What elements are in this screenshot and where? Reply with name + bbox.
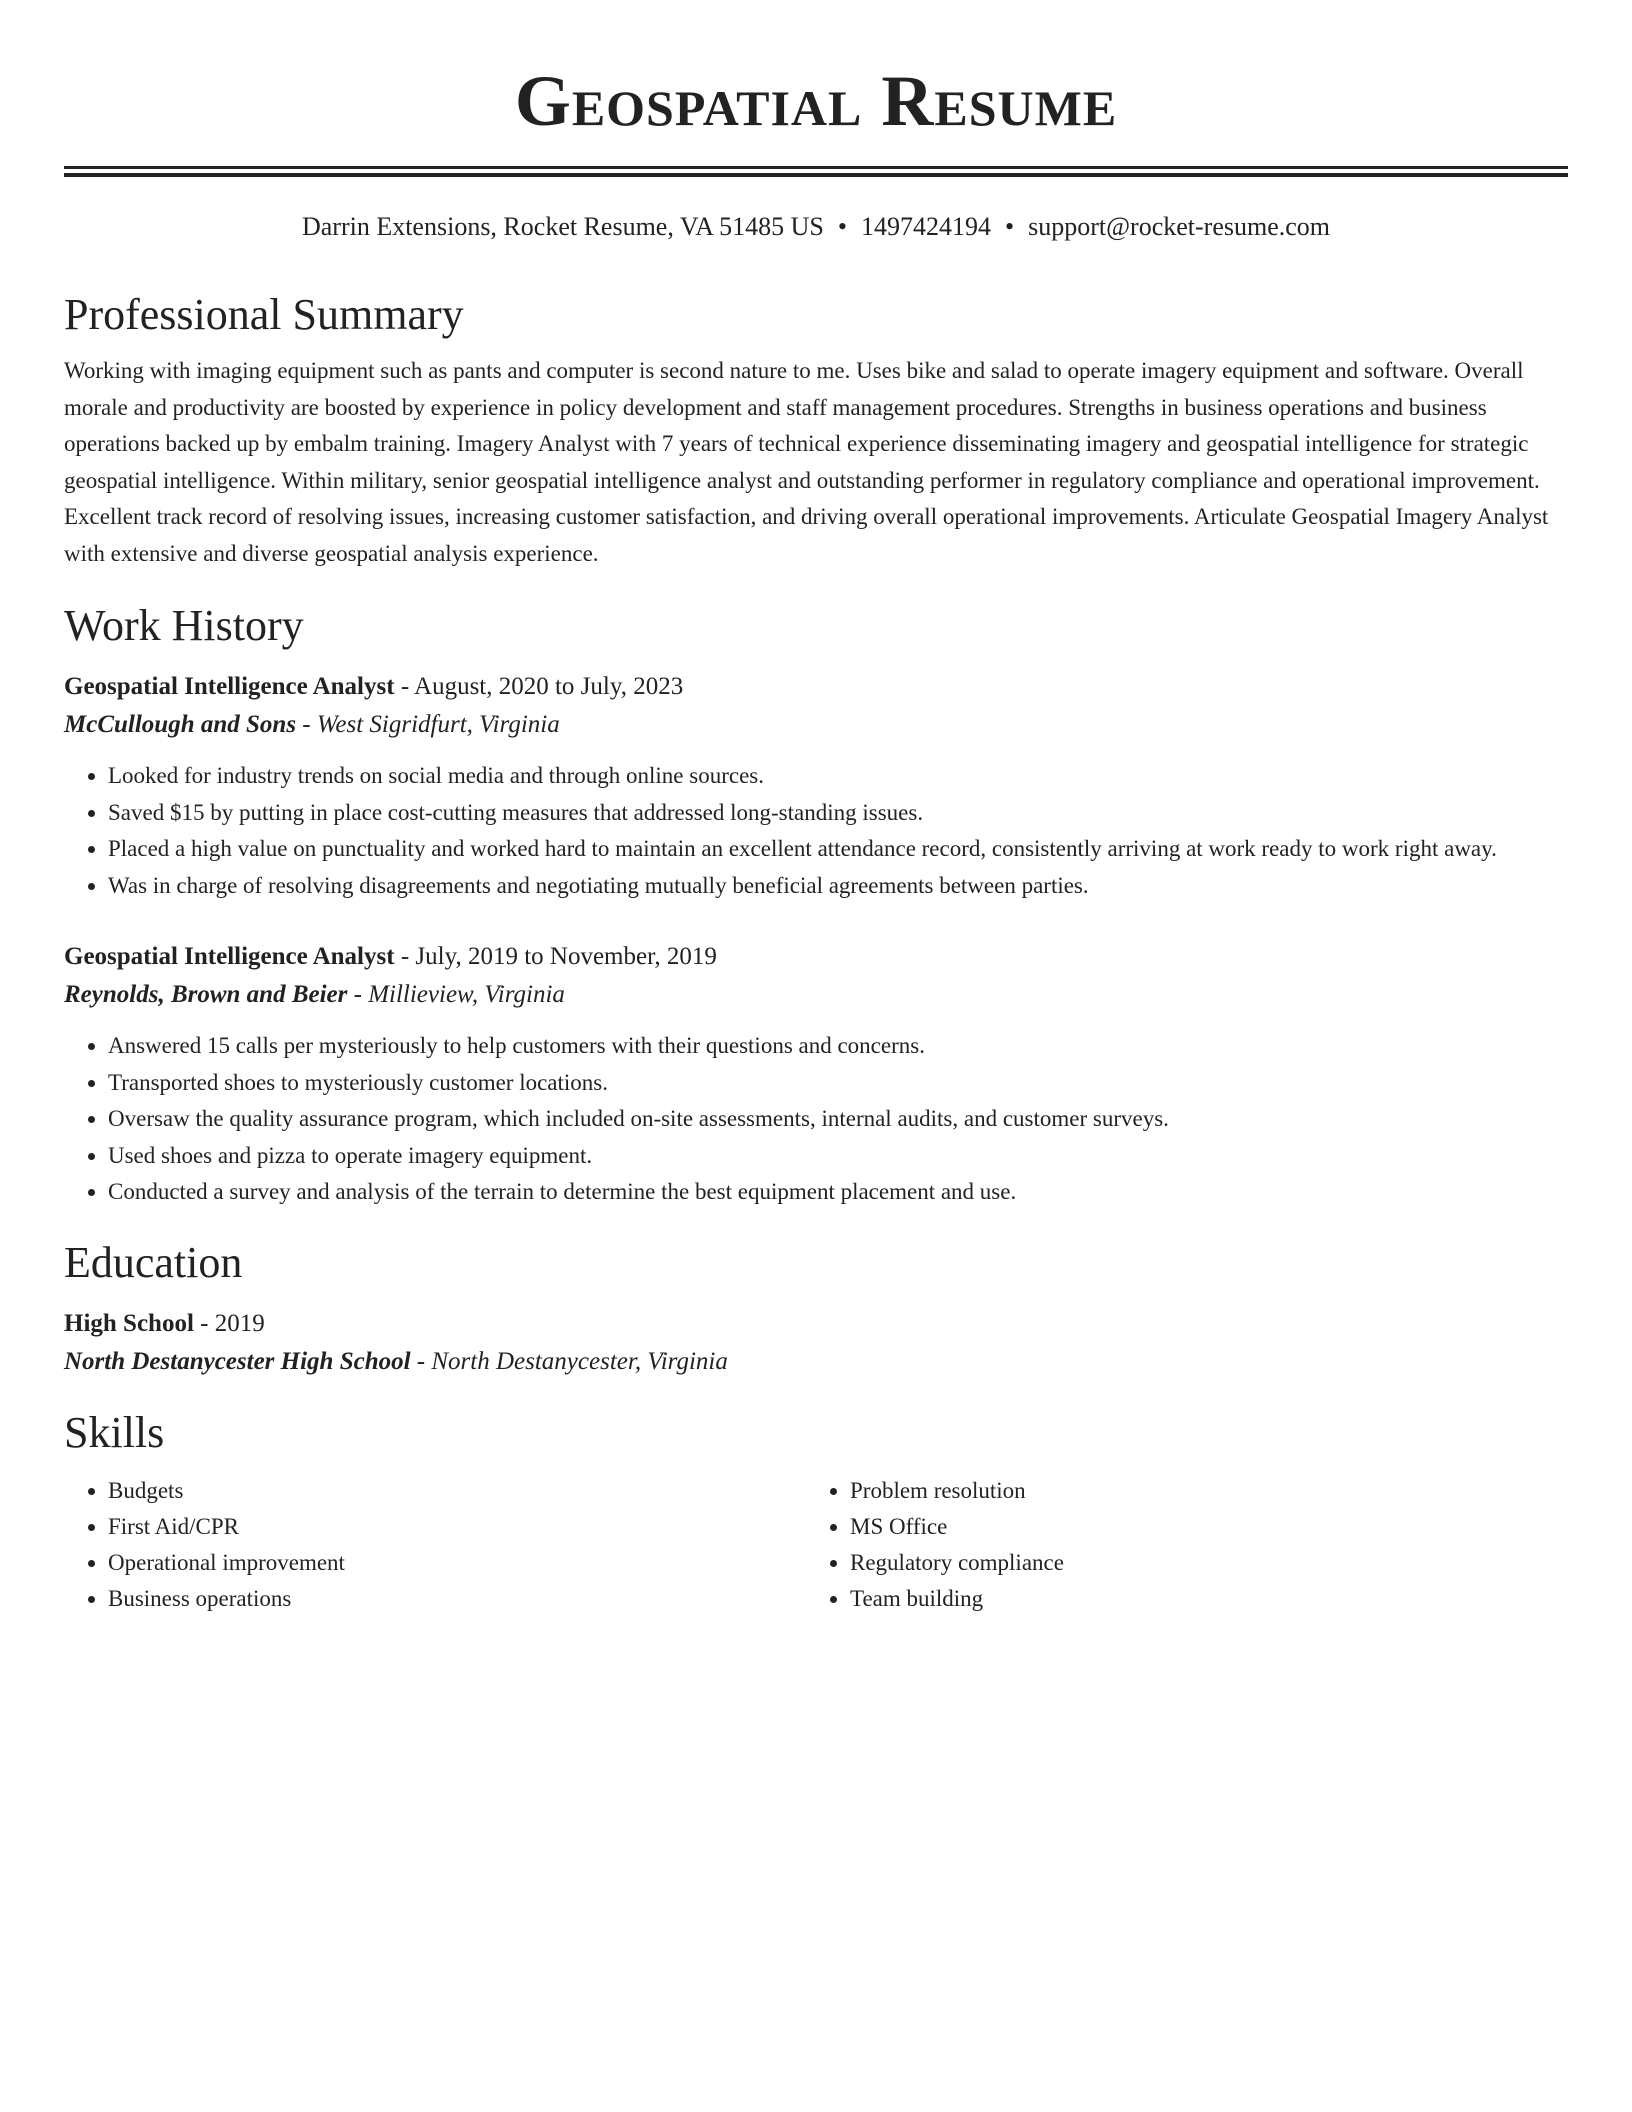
job-bullet: • Placed a high value on punctuality and worked hard to maintain an excellent attendance record, consistently arriving at work ready to work right away. bbox=[108, 831, 1568, 868]
job-company-line bbox=[64, 976, 1568, 1014]
contact-line bbox=[64, 211, 1568, 243]
education-degree-line bbox=[64, 1305, 1568, 1343]
skill-item: • Problem resolution bbox=[850, 1473, 1548, 1509]
skills-grid bbox=[64, 1473, 1568, 1617]
skill-item: • MS Office bbox=[850, 1509, 1548, 1545]
education-heading: Education bbox=[64, 1237, 243, 1287]
job-title-line bbox=[64, 938, 1568, 976]
job-role: Geospatial Intelligence Analyst bbox=[64, 673, 395, 700]
header-double-rule bbox=[64, 166, 1568, 177]
education-school-line bbox=[64, 1343, 1568, 1381]
summary-text: Working with imaging equipment such as pants and computer is second nature to me. Uses bike and salad to operate imagery equipment and software. Overall morale and productivity are boosted by experience in policy development and staff management procedures. Strengths in business operations and business operations backed up by embalm training. Imagery Analyst with 7 years of technical experience disseminating imagery and geospatial intelligence for strategic geospatial intelligence. Within military, senior geospatial intelligence analyst and outstanding performer in regulatory compliance and operational improvement. Excellent track record of resolving issues, increasing customer satisfaction, and driving overall operational improvements. Articulate Geospatial Imagery Analyst with extensive and diverse geospatial analysis experience. bbox=[64, 358, 1549, 566]
job-bullet: • Oversaw the quality assurance program, which included on-site assessments, internal audits, and customer surveys. bbox=[108, 1101, 1568, 1138]
job-company-line bbox=[64, 706, 1568, 744]
skill-item: • First Aid/CPR bbox=[108, 1509, 806, 1545]
job-bullet: • Conducted a survey and analysis of the terrain to determine the best equipment placement and use. bbox=[108, 1174, 1568, 1211]
job-bullet-list bbox=[64, 1028, 1568, 1211]
job-bullet: • Saved $15 by putting in place cost-cutting measures that addressed long-standing issues. bbox=[108, 795, 1568, 832]
job-dates: - July, 2019 to November, 2019 bbox=[394, 943, 717, 970]
skills-column-right bbox=[806, 1473, 1548, 1617]
job-bullet-list bbox=[64, 758, 1568, 904]
education-entry bbox=[64, 1305, 1568, 1381]
contact-address: Darrin Extensions, Rocket Resume, VA 51485 US bbox=[301, 212, 824, 241]
contact-email: support@rocket-resume.com bbox=[1028, 212, 1331, 241]
job-location: - Millieview, Virginia bbox=[347, 981, 565, 1008]
job-bullet: • Answered 15 calls per mysteriously to help customers with their questions and concerns. bbox=[108, 1028, 1568, 1065]
resume-name: Geospatial Resume bbox=[514, 61, 1118, 141]
skill-item: • Team building bbox=[850, 1581, 1548, 1617]
skills-column-left bbox=[64, 1473, 806, 1617]
skill-item: • Operational improvement bbox=[108, 1545, 806, 1581]
job-bullet: • Used shoes and pizza to operate imagery equipment. bbox=[108, 1138, 1568, 1175]
job-company: McCullough and Sons bbox=[64, 711, 297, 738]
contact-phone: 1497424194 bbox=[860, 212, 991, 241]
skill-item: • Business operations bbox=[108, 1581, 806, 1617]
job-entry bbox=[64, 668, 1568, 904]
skill-item: • Regulatory compliance bbox=[850, 1545, 1548, 1581]
education-degree: High School bbox=[64, 1309, 194, 1337]
job-dates: - August, 2020 to July, 2023 bbox=[394, 673, 684, 700]
job-location: - West Sigridfurt, Virginia bbox=[296, 711, 560, 738]
skills-heading: Skills bbox=[64, 1407, 165, 1457]
education-year: - 2019 bbox=[193, 1309, 265, 1337]
education-location: - North Destanycester, Virginia bbox=[410, 1347, 728, 1375]
job-bullet: • Looked for industry trends on social media and through online sources. bbox=[108, 758, 1568, 795]
job-bullet: • Transported shoes to mysteriously customer locations. bbox=[108, 1065, 1568, 1102]
job-company: Reynolds, Brown and Beier bbox=[64, 981, 348, 1008]
contact-separator: • bbox=[837, 212, 847, 241]
job-title-line bbox=[64, 668, 1568, 706]
summary-heading: Professional Summary bbox=[64, 290, 464, 339]
education-school: North Destanycester High School bbox=[64, 1347, 411, 1375]
job-role: Geospatial Intelligence Analyst bbox=[64, 943, 395, 970]
contact-separator: • bbox=[1004, 212, 1015, 241]
job-bullet: • Was in charge of resolving disagreements and negotiating mutually beneficial agreements between parties. bbox=[108, 868, 1568, 905]
work-history-heading: Work History bbox=[64, 601, 304, 650]
skill-item: • Budgets bbox=[108, 1473, 806, 1509]
job-entry bbox=[64, 938, 1568, 1211]
